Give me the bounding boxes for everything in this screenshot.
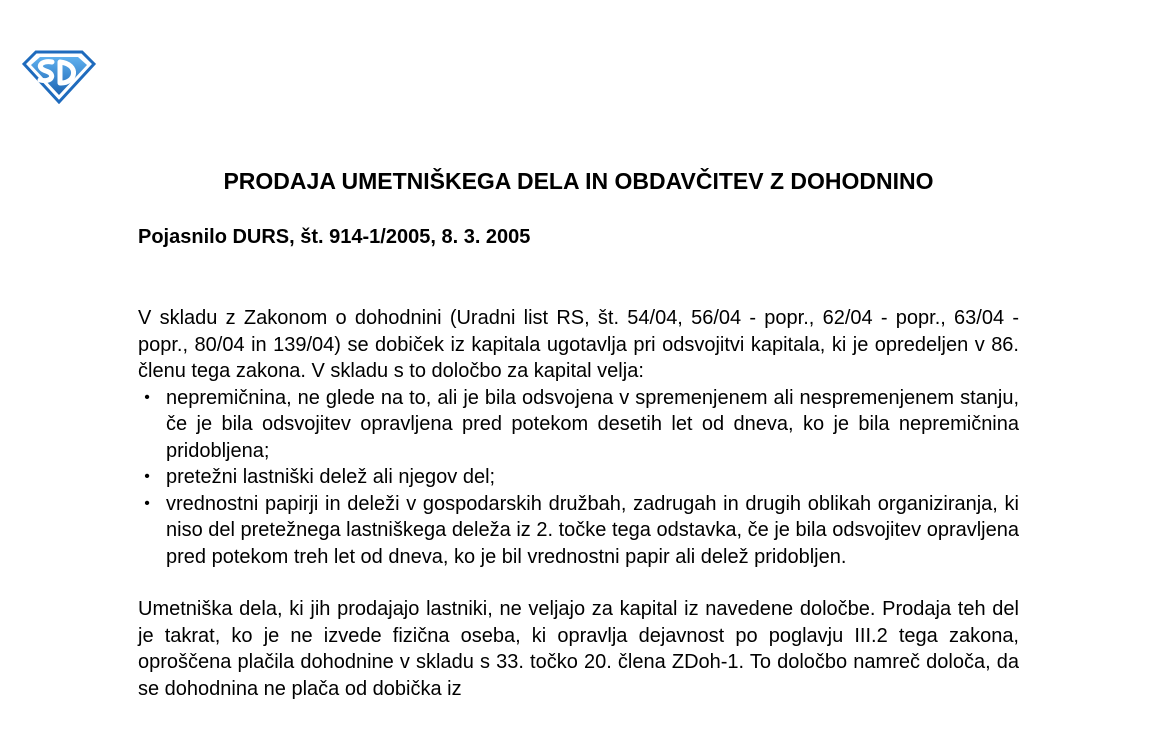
list-item-text: pretežni lastniški delež ali njegov del; [166, 466, 496, 488]
list-item [138, 464, 1019, 491]
list-item-text: nepremičnina, ne glede na to, ali je bila odsvojena v spremenjenem ali nespremenjenem stanju, če je bila odsvojitev opravljena pred potekom desetih let od dneva, ko je bila nepremičnina pridobljena; [166, 386, 1019, 462]
document-body [138, 305, 1019, 702]
bullet-icon: • [144, 468, 150, 485]
company-logo [22, 50, 96, 104]
document-title: PRODAJA UMETNIŠKEGA DELA IN OBDAVČITEV Z DOHODNINO [223, 168, 934, 194]
paragraph-intro: V skladu z Zakonom o dohodnini (Uradni list RS, št. 54/04, 56/04 - popr., 62/04 - popr., 63/04 - popr., 80/04 in 139/04) se dobiček iz kapitala ugotavlja pri odsvojitvi kapitala, ki je opredeljen v 86. členu tega zakona. V skladu s to določbo za kapital velja: [138, 307, 1019, 382]
list-item-text: vrednostni papirji in deleži v gospodarskih družbah, zadrugah in drugih oblikah organiziranja, ki niso del pretežnega lastniškega deleža iz 2. točke tega odstavka, če je bila odsvojitev opravljena pred potekom treh let od dneva, ko je bil vrednostni papir ali delež pridobljen. [166, 492, 1019, 568]
paragraph-art-works: Umetniška dela, ki jih prodajajo lastniki, ne veljajo za kapital iz navedene določbe. Prodaja teh del je takrat, ko je ne izvede fizična oseba, ki opravlja dejavnost po poglavju III.2 tega zakona, oproščena plačila dohodnine v skladu s 33. točko 20. člena ZDoh-1. To določbo namreč določa, da se dohodnina ne plača od dobička iz [138, 598, 1019, 700]
list-item [138, 491, 1019, 571]
document-subtitle: Pojasnilo DURS, št. 914-1/2005, 8. 3. 2005 [138, 226, 531, 248]
bullet-icon: • [144, 388, 150, 406]
bullet-icon: • [144, 494, 150, 512]
sd-diamond-logo-icon [22, 50, 96, 104]
capital-definition-list [138, 385, 1019, 571]
list-item [138, 385, 1019, 465]
